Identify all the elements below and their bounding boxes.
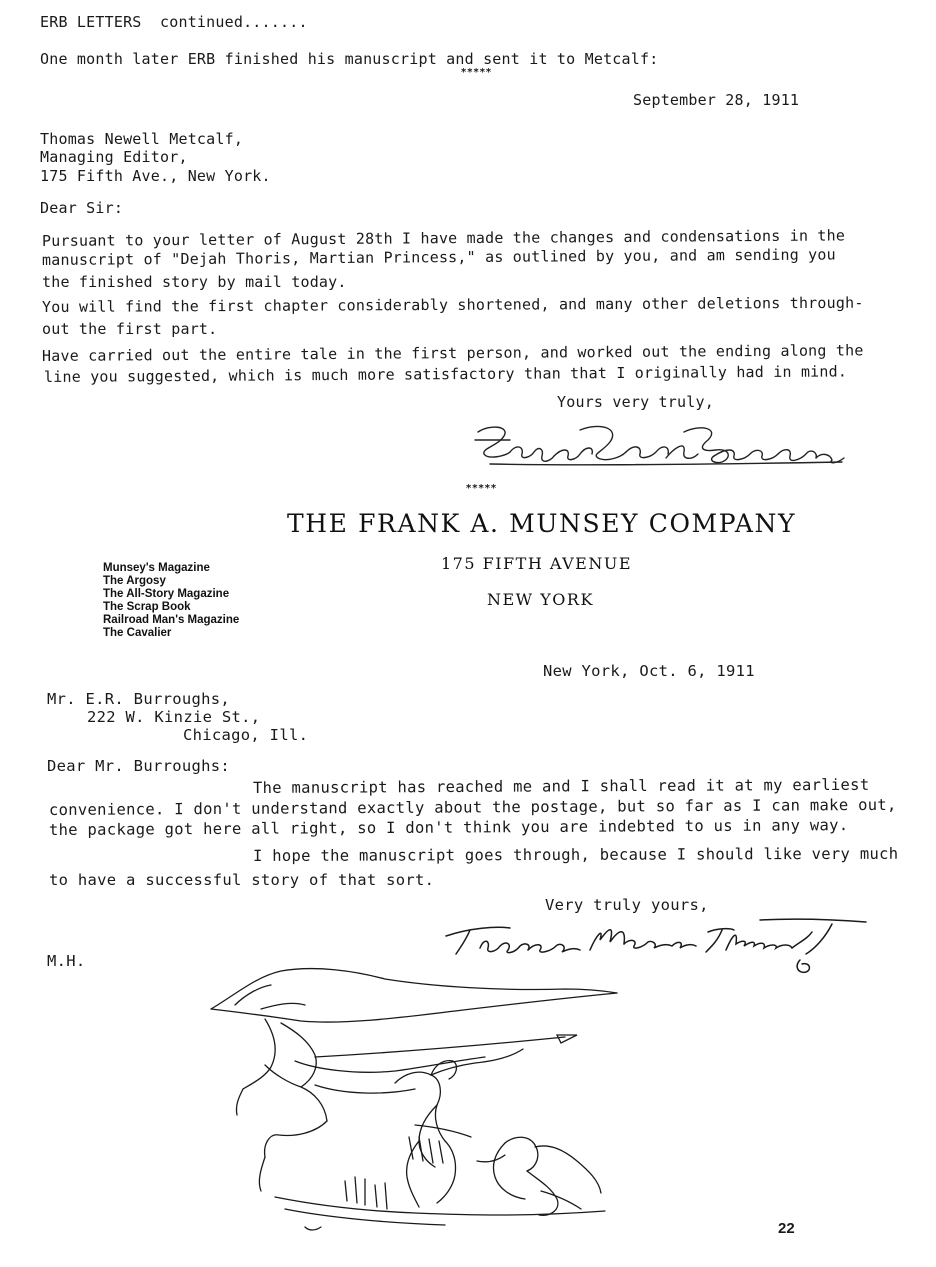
letter2-recipient-line: 222 W. Kinzie St.,	[87, 708, 261, 726]
letter2-initials: M.H.	[47, 952, 86, 970]
letter1-closing: Yours very truly,	[557, 393, 714, 411]
letter1-paragraph-line: out the first part.	[42, 320, 218, 338]
magazine-item: Munsey's Magazine	[103, 562, 210, 574]
page-header-title: ERB LETTERS continued.......	[40, 13, 308, 31]
separator-2: *****	[466, 483, 498, 494]
letter2-paragraph-line: The manuscript has reached me and I shall read it at my earliest	[252, 775, 870, 797]
magazine-list	[103, 562, 239, 640]
letter1-date: September 28, 1911	[633, 91, 800, 109]
magazine-item: The All-Story Magazine	[103, 588, 230, 600]
letter1-salutation: Dear Sir:	[40, 199, 124, 217]
letter2-date: New York, Oct. 6, 1911	[543, 662, 755, 680]
intro-line: One month later ERB finished his manuscript and sent it to Metcalf:	[40, 50, 659, 68]
letter1-recipient-line: 175 Fifth Ave., New York.	[40, 167, 271, 185]
letterhead-city: NEW YORK	[487, 590, 594, 609]
letter2-recipient-line: Mr. E.R. Burroughs,	[47, 690, 231, 708]
magazine-item: The Scrap Book	[103, 601, 191, 613]
magazine-item: The Cavalier	[103, 627, 172, 639]
letter2-paragraph-line: to have a successful story of that sort.	[49, 871, 435, 889]
separator-1: *****	[461, 67, 493, 78]
letter2-salutation: Dear Mr. Burroughs:	[47, 757, 231, 775]
letter2-paragraph-line: convenience. I don't understand exactly about the postage, but so far as I can make out,	[48, 795, 897, 819]
magazine-item: The Argosy	[103, 575, 166, 587]
letter1-paragraph-line: manuscript of "Dejah Thoris, Martian Princess," as outlined by you, and am sending you	[41, 245, 836, 269]
letterhead-street: 175 FIFTH AVENUE	[441, 554, 633, 573]
letter1-paragraph-line: Pursuant to your letter of August 28th I have made the changes and condensations in the	[41, 226, 846, 250]
letter1-paragraph-line: Have carried out the entire tale in the first person, and worked out the ending along the	[41, 341, 864, 365]
erb-signature	[470, 418, 850, 470]
letter1-paragraph-line: You will find the first chapter considerably shortened, and many other deletions through-	[41, 293, 864, 316]
letterhead-company: THE FRANK A. MUNSEY COMPANY	[287, 509, 797, 538]
letter1-recipient-line: Managing Editor,	[40, 148, 188, 166]
letter1-paragraph-line: the finished story by mail today.	[42, 273, 347, 291]
letter2-paragraph-line: I hope the manuscript goes through, because I should like very much	[252, 844, 899, 865]
letter2-recipient-line: Chicago, Ill.	[183, 726, 309, 744]
letter1-paragraph-line: line you suggested, which is much more satisfactory than that I originally had in mind.	[43, 362, 848, 386]
letter1-recipient-line: Thomas Newell Metcalf,	[40, 130, 244, 148]
letter2-paragraph-line: the package got here all right, so I don't think you are indebted to us in any way.	[48, 816, 849, 839]
illustration	[205, 965, 625, 1245]
magazine-item: Railroad Man's Magazine	[103, 614, 240, 626]
letter2-closing: Very truly yours,	[545, 896, 709, 914]
page-number: 22	[778, 1220, 795, 1237]
